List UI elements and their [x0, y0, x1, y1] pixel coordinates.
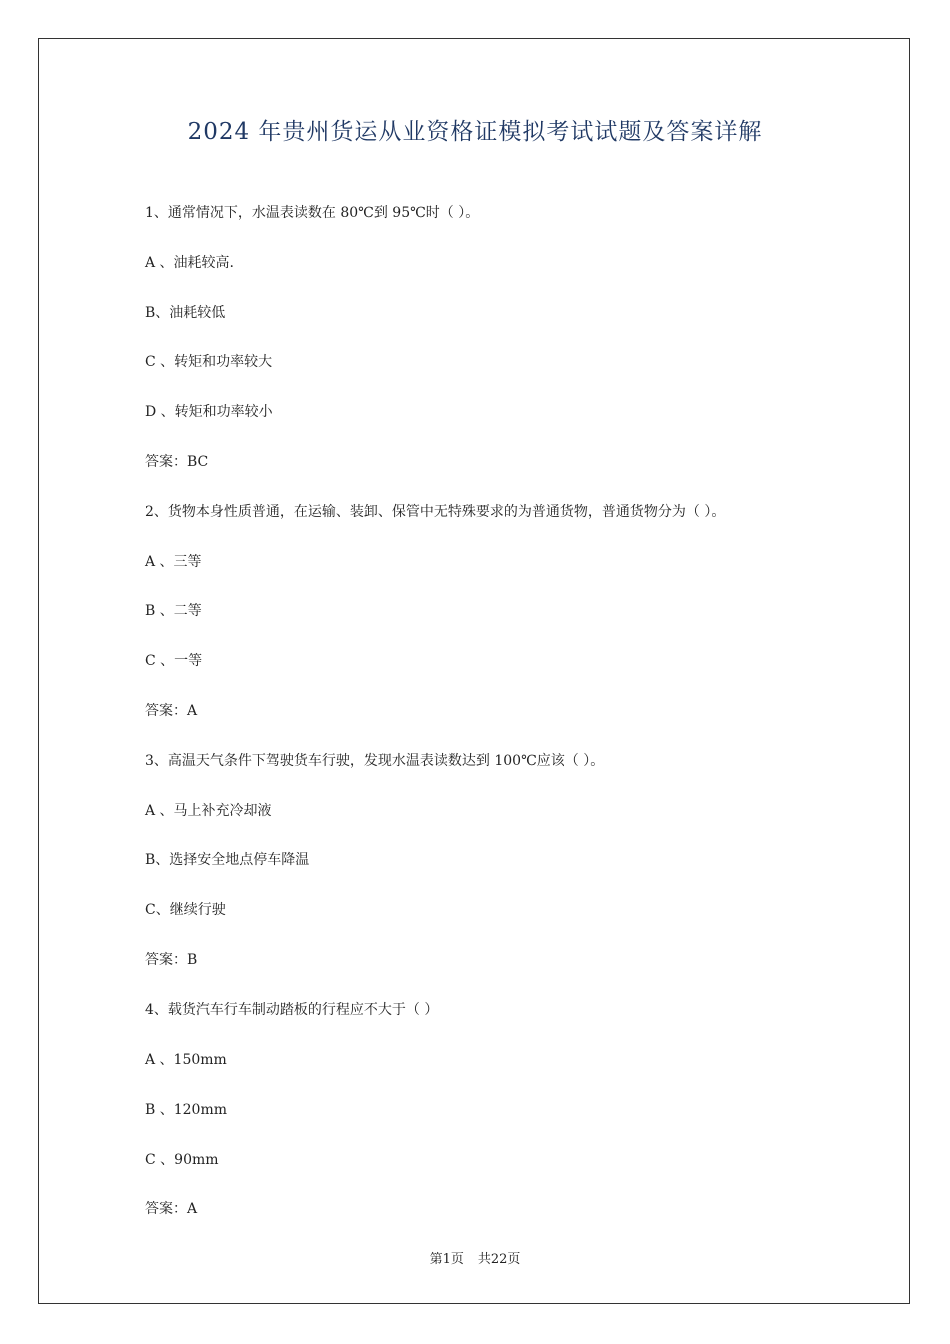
question-1-option-c: C 、转矩和功率较大: [145, 354, 273, 370]
question-2-option-b: B 、二等: [145, 603, 202, 619]
question-1-option-d: D 、转矩和功率较小: [145, 404, 273, 420]
question-3-option-c: C、继续行驶: [145, 902, 226, 918]
question-1-answer: 答案：BC: [145, 454, 209, 470]
question-2-option-c: C 、一等: [145, 653, 203, 669]
question-2-answer: 答案：A: [145, 703, 198, 719]
page-number: 第1页: [429, 1252, 464, 1267]
page-total: 共22页: [477, 1252, 521, 1267]
question-3-option-b: B、选择安全地点停车降温: [145, 852, 310, 868]
question-4-option-b: B 、120mm: [145, 1102, 228, 1118]
document-title: 2024 年贵州货运从业资格证模拟考试试题及答案详解: [187, 119, 763, 145]
question-1-option-a: A 、油耗较高.: [145, 255, 235, 271]
question-4-stem: 4、载货汽车行车制动踏板的行程应不大于（ ）: [145, 1002, 439, 1018]
question-4-option-c: C 、90mm: [145, 1152, 219, 1168]
question-1-option-b: B、油耗较低: [145, 305, 226, 321]
question-3-option-a: A 、马上补充冷却液: [145, 803, 272, 819]
question-4-answer: 答案：A: [145, 1201, 198, 1217]
page-footer: [0, 1248, 950, 1267]
question-4-option-a: A 、150mm: [145, 1052, 227, 1068]
question-3-answer: 答案：B: [145, 952, 198, 968]
question-2-stem: 2、货物本身性质普通，在运输、装卸、保管中无特殊要求的为普通货物，普通货物分为（ ）。: [145, 504, 726, 520]
question-2-option-a: A 、三等: [145, 554, 202, 570]
question-1-stem: 1、通常情况下，水温表读数在 80℃到 95℃时（ ）。: [145, 205, 480, 221]
question-3-stem: 3、高温天气条件下驾驶货车行驶，发现水温表读数达到 100℃应该（ ）。: [145, 753, 605, 769]
